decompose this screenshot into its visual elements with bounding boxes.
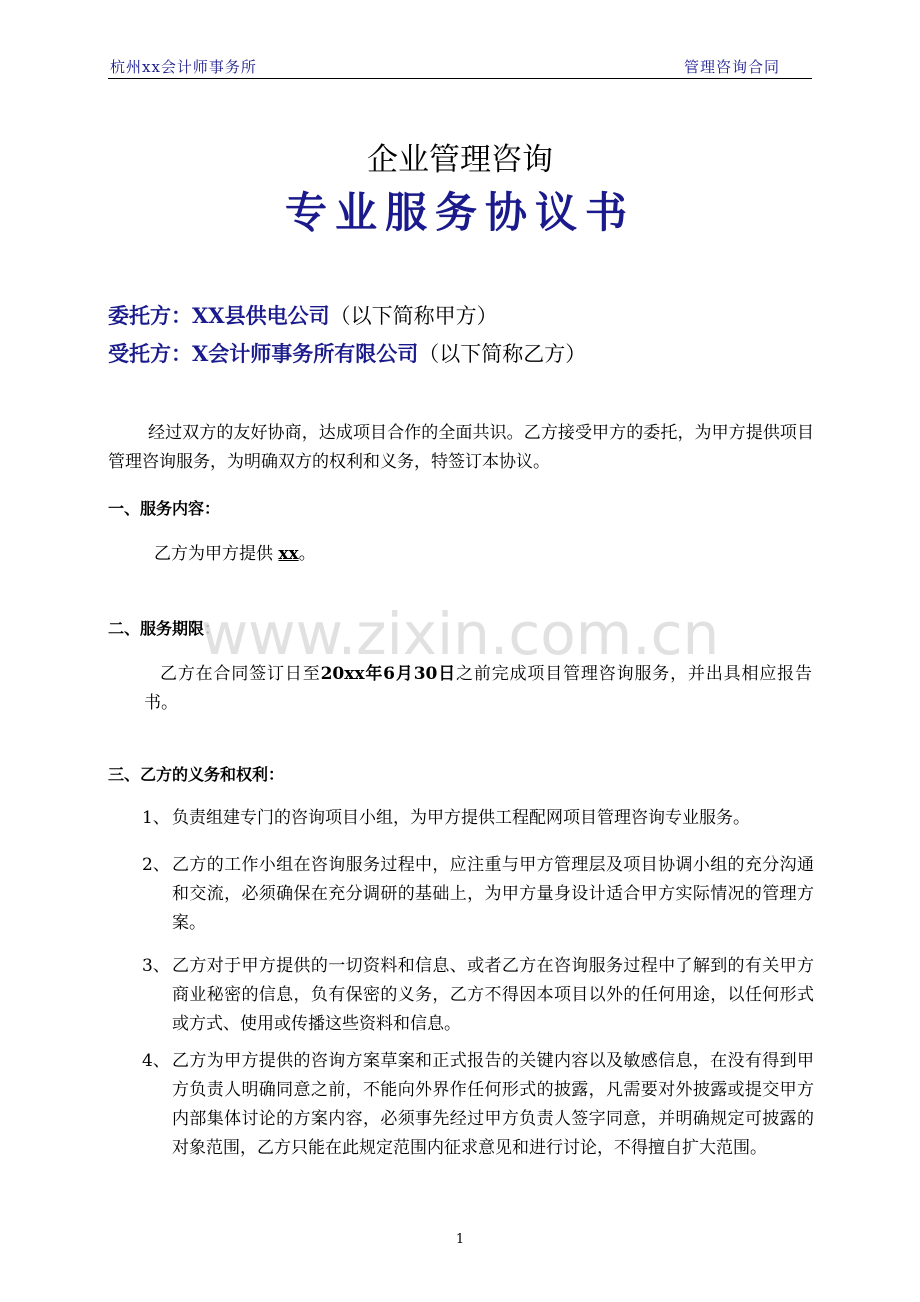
section-service-content-heading: 一、服务内容： bbox=[108, 499, 221, 518]
client-name: XX县供电公司 bbox=[192, 303, 330, 328]
section-obligations-heading: 三、乙方的义务和权利： bbox=[108, 765, 285, 784]
obligation-item bbox=[142, 851, 814, 938]
obligation-item-number: 3、 bbox=[142, 956, 170, 976]
obligation-item-number: 4、 bbox=[142, 1051, 170, 1071]
period-text-after: 之前完成项目管理咨询服务，并出具相应报告书。 bbox=[144, 664, 813, 713]
service-period-text bbox=[144, 660, 812, 718]
intro-paragraph: 经过双方的友好协商，达成项目合作的全面共识。乙方接受甲方的委托，为甲方提供项目管理咨询服务，为明确双方的权利和义务，特签订本协议。 bbox=[108, 423, 814, 472]
client-role-label: 委托方： bbox=[108, 303, 192, 328]
period-deadline-date: 20xx年6月30日 bbox=[320, 664, 457, 684]
obligation-item bbox=[142, 952, 814, 1039]
contractor-party-line bbox=[108, 338, 586, 368]
site-watermark: www.zixin.com.cn bbox=[200, 600, 720, 668]
obligation-item bbox=[142, 1047, 814, 1163]
section-service-period-heading: 二、服务期限： bbox=[108, 619, 221, 638]
obligation-item bbox=[142, 804, 814, 833]
page-header bbox=[108, 56, 812, 79]
service-text-prefix: 乙方为甲方提供 bbox=[154, 544, 279, 564]
contractor-name: X会计师事务所有限公司 bbox=[192, 341, 419, 366]
contractor-alias-note: （以下简称乙方） bbox=[418, 342, 587, 366]
obligation-item-text: 乙方为甲方提供的咨询方案草案和正式报告的关键内容以及敏感信息，在没有得到甲方负责人明确同意之前，不能向外界作任何形式的披露，凡需要对外披露或提交甲方内部集体讨论的方案内容，必须事先经过甲方负责人签字同意，并明确规定可披露的对象范围，乙方只能在此规定范围内征求意见和进行讨论，不得擅自扩大范围。 bbox=[172, 1051, 814, 1158]
header-firm-name: 杭州xx会计师事务所 bbox=[110, 58, 257, 76]
obligation-item-text: 负责组建专门的咨询项目小组，为甲方提供工程配网项目管理咨询专业服务。 bbox=[172, 808, 750, 828]
header-doc-type: 管理咨询合同 bbox=[683, 58, 780, 76]
period-text-before: 乙方在合同签订日至 bbox=[160, 664, 321, 684]
document-subtitle: 企业管理咨询 bbox=[367, 142, 553, 178]
obligation-item-text: 乙方的工作小组在咨询服务过程中，应注重与甲方管理层及项目协调小组的充分沟通和交流，必须确保在充分调研的基础上，为甲方量身设计适合甲方实际情况的管理方案。 bbox=[172, 855, 814, 933]
client-party-line bbox=[108, 300, 498, 330]
service-text-suffix: 。 bbox=[298, 544, 316, 564]
obligation-item-number: 2、 bbox=[142, 855, 170, 875]
document-title: 专业服务协议书 bbox=[284, 188, 635, 237]
obligation-item-number: 1、 bbox=[142, 808, 170, 828]
service-content-text bbox=[154, 540, 316, 569]
contractor-role-label: 受托方： bbox=[108, 341, 192, 366]
page-number: 1 bbox=[455, 1232, 465, 1247]
obligation-item-text: 乙方对于甲方提供的一切资料和信息、或者乙方在咨询服务过程中了解到的有关甲方商业秘密的信息，负有保密的义务，乙方不得因本项目以外的任何用途，以任何形式或方式、使用或传播这些资料和信息。 bbox=[172, 956, 814, 1034]
service-value: xx bbox=[278, 544, 299, 564]
client-alias-note: （以下简称甲方） bbox=[329, 304, 498, 328]
